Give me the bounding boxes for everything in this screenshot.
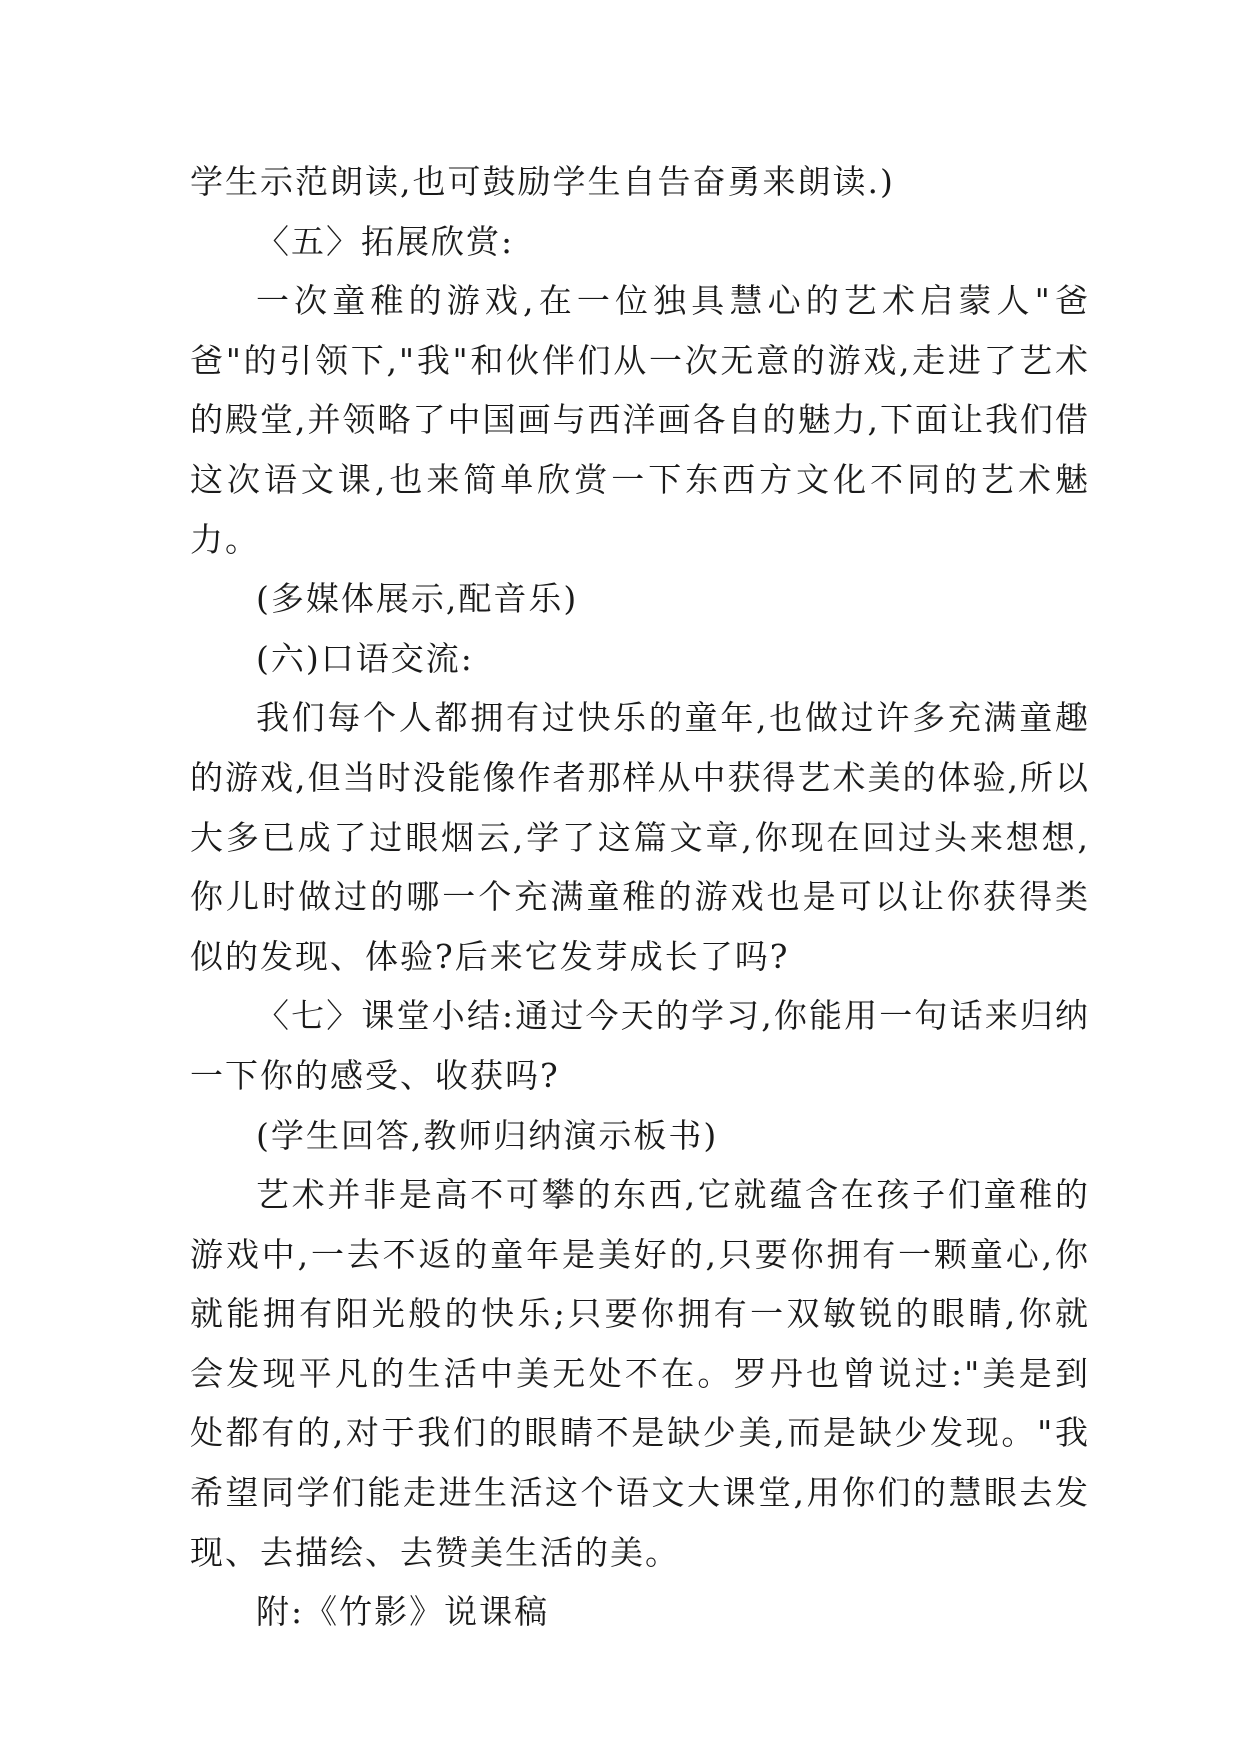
appendix-title: 附:《竹影》说课稿 [256,1592,550,1632]
paragraph-continuation: 学生示范朗读,也可鼓励学生自告奋勇来朗读.) [190,162,895,201]
section-heading-oral-communication: (六)口语交流: [256,638,474,678]
paragraph-summary-body: 艺术并非是高不可攀的东西,它就蕴含在孩子们童稚的游戏中,一去不返的童年是美好的,只要你拥有一颗童心,你就能拥有阳光般的快乐;只要你拥有一双敏锐的眼睛,你就会发现平凡的生活中美无处不在。罗丹也曾说过:"美是到处都有的,对于我们的眼睛不是缺少美,而是缺少发现。"我希望同学们能走进生活这个语文大课堂,用你们的慧眼去发现、去描绘、去赞美生活的美。 [190,1175,1090,1572]
paragraph-multimedia-note: (多媒体展示,配音乐) [256,579,579,619]
paragraph-student-answer-note: (学生回答,教师归纳演示板书) [256,1115,719,1155]
section-heading-extension-appreciation: 〈五〉拓展欣赏: [256,221,515,261]
paragraph-oral-communication: 我们每个人都拥有过快乐的童年,也做过许多充满童趣的游戏,但当时没能像作者那样从中获得艺术美的体验,所以大多已成了过眼烟云,学了这篇文章,你现在回过头来想想,你儿时做过的哪一个充满童稚的游戏也是可以让你获得类似的发现、体验?后来它发芽成长了吗? [190,698,1090,976]
section-heading-class-summary: 〈七〉课堂小结:通过今天的学习,你能用一句话来归纳一下你的感受、收获吗? [190,996,1090,1095]
paragraph-extension-appreciation: 一次童稚的游戏,在一位独具慧心的艺术启蒙人"爸爸"的引领下,"我"和伙伴们从一次无意的游戏,走进了艺术的殿堂,并领略了中国画与西洋画各自的魅力,下面让我们借这次语文课,也来简单欣赏一下东西方文化不同的艺术魅力。 [190,281,1090,559]
document-body [190,152,1090,1642]
